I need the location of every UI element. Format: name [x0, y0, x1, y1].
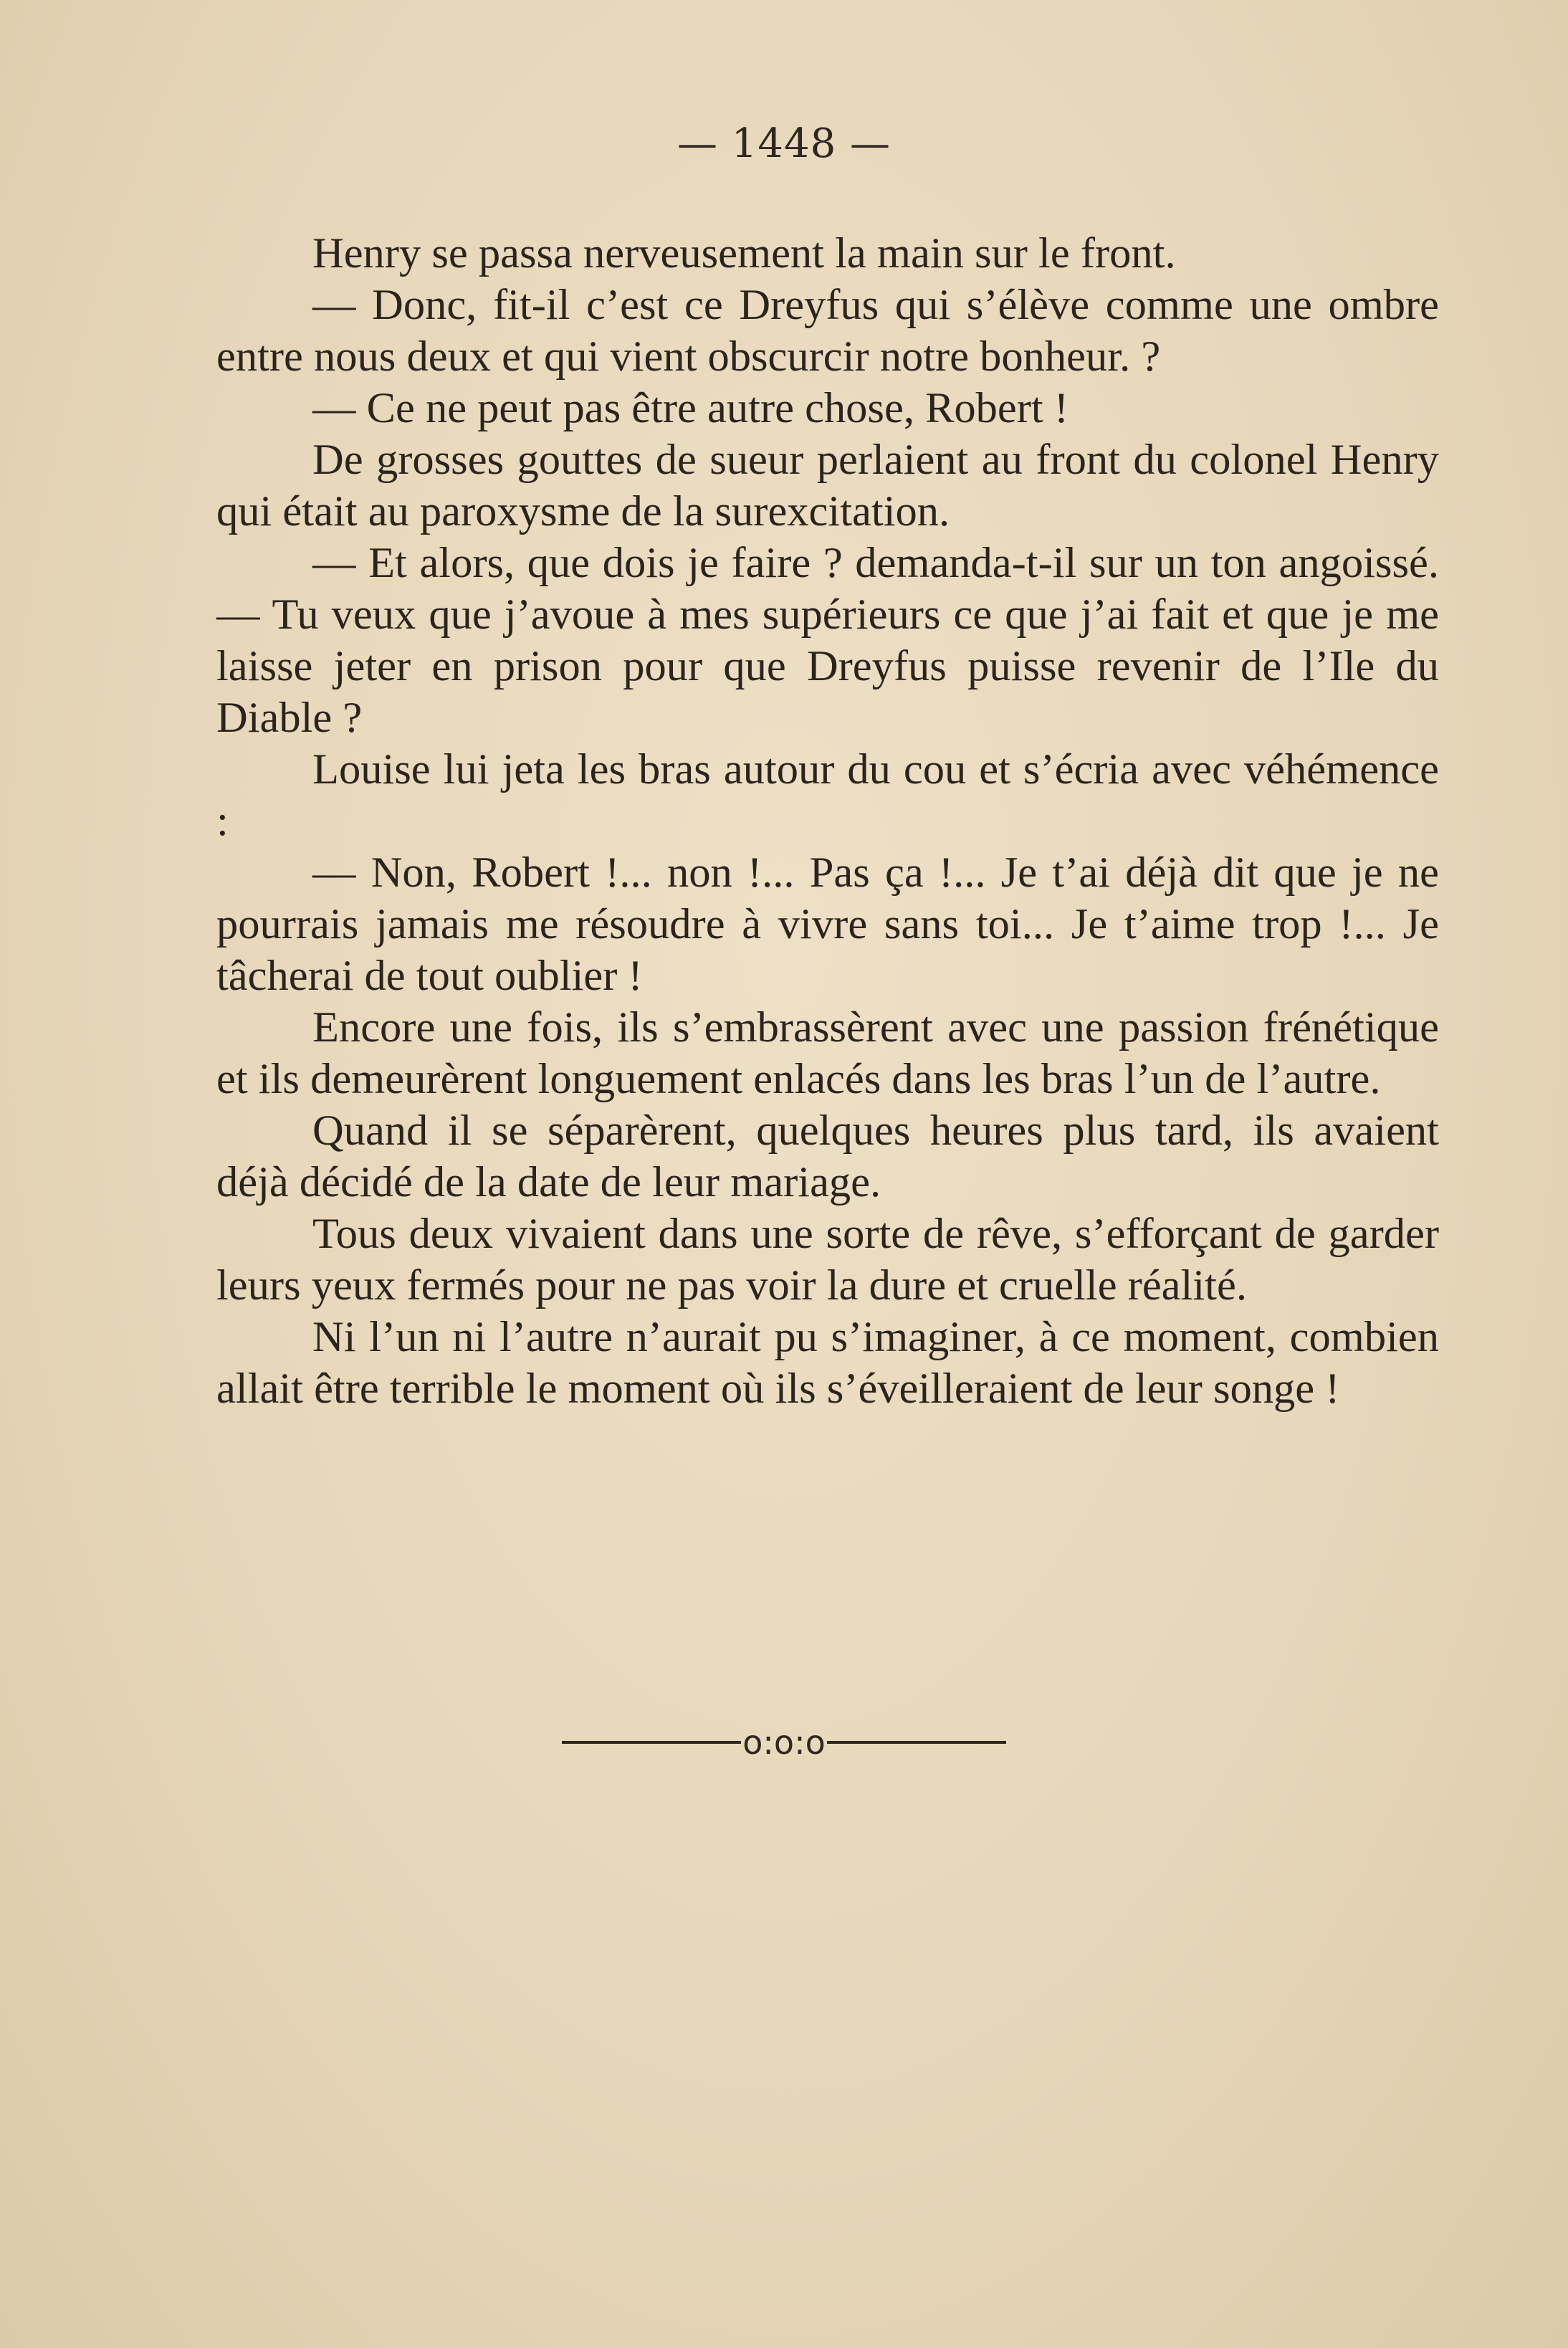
paragraph: — Non, Robert !... non !... Pas ça !... Je t’ai déjà dit que je ne pourrais jamais me résoudre à vivre sans toi... Je t’aime trop !... Je tâcherai de tout oublier ! [216, 849, 1439, 1000]
paragraph: Tous deux vivaient dans une sorte de rêve, s’efforçant de garder leurs yeux fermés pour ne pas voir la dure et cruelle réalité. [216, 1210, 1439, 1309]
paragraph: Quand il se séparèrent, quelques heures plus tard, ils avaient déjà décidé de la date de leur mariage. [216, 1107, 1439, 1206]
paragraph: Encore une fois, ils s’embrassèrent avec une passion frénétique et ils demeurèrent longuement enlacés dans les bras l’un de l’autre. [216, 1003, 1439, 1103]
separator-mark: o:o:o [742, 1723, 826, 1762]
paragraph: Ni l’un ni l’autre n’aurait pu s’imaginer, à ce moment, combien allait être terrible le moment où ils s’éveilleraient de leur songe ! [216, 1313, 1439, 1413]
paragraph: — Et alors, que dois je faire ? demanda-t-il sur un ton angoissé. — Tu veux que j’avoue à mes supérieurs ce que j’ai fait et que je me laisse jeter en prison pour que Dreyfus puisse revenir de l’Ile du Diable ? [216, 539, 1439, 742]
section-separator [0, 1723, 1568, 1762]
paragraph: — Ce ne peut pas être autre chose, Robert ! [312, 384, 1069, 432]
paragraph: De grosses gouttes de sueur perlaient au front du colonel Henry qui était au paroxysme de la surexcitation. [216, 436, 1439, 535]
separator-rule-left [562, 1741, 741, 1744]
paragraph: Henry se passa nerveusement la main sur le front. [312, 229, 1176, 277]
paragraph: — Donc, fit-il c’est ce Dreyfus qui s’élève comme une ombre entre nous deux et qui vient obscurcir notre bonheur. ? [216, 281, 1439, 381]
page-number: — 1448 — [677, 120, 891, 167]
body-text [216, 228, 1439, 1415]
separator-rule-right [827, 1741, 1006, 1744]
paragraph: Louise lui jeta les bras autour du cou et s’écria avec véhémence : [216, 745, 1439, 845]
